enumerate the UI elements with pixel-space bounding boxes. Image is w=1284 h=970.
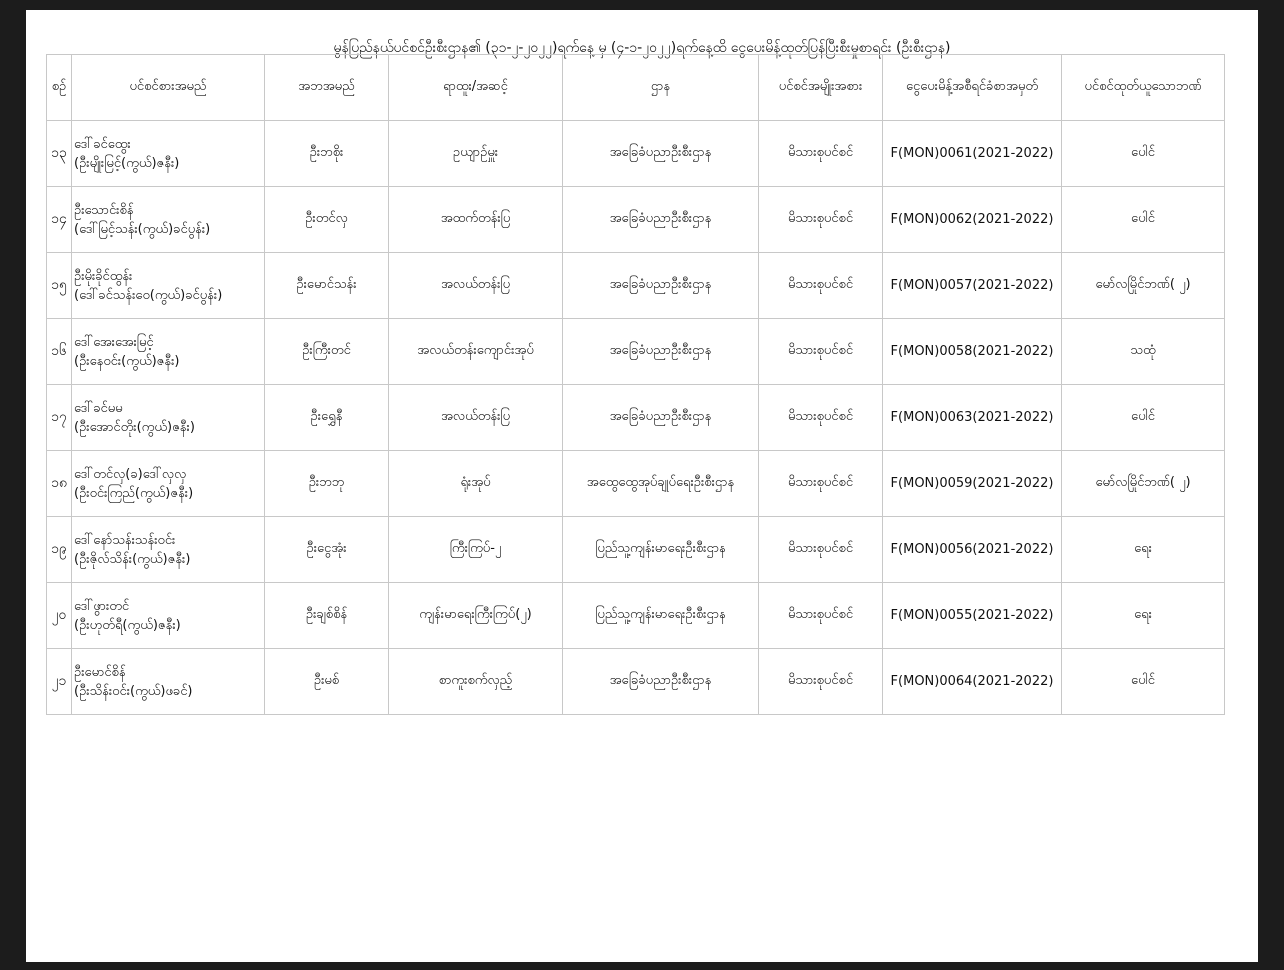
rank: အလယ်တန်းကျောင်းအုပ် [389, 319, 563, 385]
pensioner-name-line1: ဒေါ်ခင်မမ [74, 400, 123, 416]
reference-number: F(MON)0063(2021-2022) [883, 385, 1062, 451]
pensioner-name [72, 385, 265, 451]
rank: ရုံးအုပ် [389, 451, 563, 517]
bank: ရေး [1062, 583, 1225, 649]
pensioner-name-line2: (ဦးဇိုလ်သိန်း(ကွယ်)ဇနီး) [74, 551, 191, 567]
reference-number: F(MON)0059(2021-2022) [883, 451, 1062, 517]
bank: ပေါင် [1062, 385, 1225, 451]
bank: ပေါင် [1062, 121, 1225, 187]
pension-type: မိသားစုပင်စင် [759, 385, 883, 451]
table-row [47, 253, 1225, 319]
father-name: ဦးငွေအုံး [265, 517, 389, 583]
pensioner-name-line2: (ဦးဝင်းကြည်(ကွယ်)ဇနီး) [74, 485, 194, 501]
father-name: ဦးဘဘု [265, 451, 389, 517]
reference-number: F(MON)0058(2021-2022) [883, 319, 1062, 385]
row-number: ၁၉ [47, 517, 72, 583]
department: အခြေခံပညာဦးစီးဌာန [563, 187, 759, 253]
pensioner-name [72, 253, 265, 319]
department: အခြေခံပညာဦးစီးဌာန [563, 253, 759, 319]
table-row [47, 451, 1225, 517]
department: အခြေခံပညာဦးစီးဌာန [563, 385, 759, 451]
row-number: ၁၄ [47, 187, 72, 253]
column-header-bank: ပင်စင်ထုတ်ယူသောဘဏ် [1062, 55, 1225, 121]
rank: အလယ်တန်းပြ [389, 385, 563, 451]
rank: ကြီးကြပ်-၂ [389, 517, 563, 583]
column-header-pension-type: ပင်စင်အမျိုးအစား [759, 55, 883, 121]
pensioner-name-line2: (ဒေါ်မြင့်သန်း(ကွယ်)ခင်ပွန်း) [74, 221, 211, 237]
pensioner-name-line1: ဒေါ်ခင်ထွေး [74, 136, 131, 152]
table-row [47, 187, 1225, 253]
pensioner-name-line1: ဦးမောင်စိန် [74, 664, 126, 680]
pensioner-name-line1: ဒေါ်အေးအေးမြင့် [74, 334, 154, 350]
bank: ပေါင် [1062, 187, 1225, 253]
pension-type: မိသားစုပင်စင် [759, 253, 883, 319]
pension-type: မိသားစုပင်စင် [759, 517, 883, 583]
table-header-row [47, 55, 1225, 121]
pensioner-name-line1: ဒေါ်ဖွားတင် [74, 598, 130, 614]
bank: ပေါင် [1062, 649, 1225, 715]
row-number: ၂၀ [47, 583, 72, 649]
pensioner-name-line2: (ဦးသိန်းဝင်း(ကွယ်)ဖခင်) [74, 683, 193, 699]
father-name: ဦးဘစိုး [265, 121, 389, 187]
bank: သထုံ [1062, 319, 1225, 385]
pensioner-name-line1: ဒေါ်တင်လှ(ခ)ဒေါ်လှလှ [74, 466, 187, 482]
rank: စာကူးစက်လှည့် [389, 649, 563, 715]
father-name: ဦးမောင်သန်း [265, 253, 389, 319]
department: ပြည်သူ့ကျန်းမာရေးဦးစီးဌာန [563, 517, 759, 583]
column-header-name: ပင်စင်စားအမည် [72, 55, 265, 121]
table-row [47, 517, 1225, 583]
department: ပြည်သူ့ကျန်းမာရေးဦးစီးဌာန [563, 583, 759, 649]
table-row [47, 583, 1225, 649]
rank: ဥယျာဉ်မှူး [389, 121, 563, 187]
table-row [47, 319, 1225, 385]
reference-number: F(MON)0061(2021-2022) [883, 121, 1062, 187]
table-row [47, 121, 1225, 187]
document-title: မွန်ပြည်နယ်ပင်စင်ဦးစီးဌာန၏ (၃၁-၂-၂၀၂၂)ရက်နေ့ မှ (၄-၁-၂၀၂၂)ရက်နေ့ထိ ငွေပေးမိန့်ထုတ်ပြန်ပြီးစီးမှုစာရင်း (ဦးစီးဌာန) [333, 40, 951, 56]
reference-number: F(MON)0055(2021-2022) [883, 583, 1062, 649]
bank: မော်လမြိုင်ဘဏ်( ၂) [1062, 253, 1225, 319]
table-row [47, 385, 1225, 451]
department: အခြေခံပညာဦးစီးဌာန [563, 649, 759, 715]
pension-type: မိသားစုပင်စင် [759, 583, 883, 649]
pensioner-name-line2: (ဦးမျိုးမြင့်(ကွယ်)ဇနီး) [74, 155, 180, 171]
pensioner-name-line2: (ဒေါ်ခင်သန်းဝေ(ကွယ်)ခင်ပွန်း) [74, 287, 223, 303]
reference-number: F(MON)0057(2021-2022) [883, 253, 1062, 319]
father-name: ဦးကြီးတင် [265, 319, 389, 385]
pensioner-name-line1: ဦးသောင်းစိန် [74, 202, 134, 218]
pensioner-name-line2: (ဦးနေဝင်း(ကွယ်)ဇနီး) [74, 353, 180, 369]
reference-number: F(MON)0062(2021-2022) [883, 187, 1062, 253]
row-number: ၁၆ [47, 319, 72, 385]
pensioner-name-line2: (ဦးအောင်တိုး(ကွယ်)ဇနီး) [74, 419, 195, 435]
rank: အလယ်တန်းပြ [389, 253, 563, 319]
pensioner-name-line1: ဒေါ်နော်သန်းသန်းဝင်း [74, 532, 176, 548]
pensioner-name [72, 319, 265, 385]
row-number: ၁၅ [47, 253, 72, 319]
row-number: ၂၁ [47, 649, 72, 715]
row-number: ၁၃ [47, 121, 72, 187]
pension-type: မိသားစုပင်စင် [759, 319, 883, 385]
column-header-no: စဉ် [47, 55, 72, 121]
table-row [47, 649, 1225, 715]
pension-type: မိသားစုပင်စင် [759, 121, 883, 187]
pension-table [46, 54, 1225, 715]
pensioner-name [72, 649, 265, 715]
pensioner-name-line1: ဦးမိုးခိုင်ထွန်း [74, 268, 133, 284]
pension-type: မိသားစုပင်စင် [759, 451, 883, 517]
column-header-department: ဌာန [563, 55, 759, 121]
bank: မော်လမြိုင်ဘဏ်( ၂) [1062, 451, 1225, 517]
pensioner-name [72, 517, 265, 583]
row-number: ၁၇ [47, 385, 72, 451]
row-number: ၁၈ [47, 451, 72, 517]
document-page [26, 10, 1258, 962]
column-header-reference: ငွေပေးမိန့်အစီရင်ခံစာအမှတ် [883, 55, 1062, 121]
father-name: ဦးချစ်စိန် [265, 583, 389, 649]
department: အခြေခံပညာဦးစီးဌာန [563, 121, 759, 187]
pension-type: မိသားစုပင်စင် [759, 649, 883, 715]
rank: ကျန်းမာရေးကြီးကြပ်(၂) [389, 583, 563, 649]
pensioner-name [72, 121, 265, 187]
pensioner-name [72, 187, 265, 253]
father-name: ဦးရွှေနီ [265, 385, 389, 451]
reference-number: F(MON)0056(2021-2022) [883, 517, 1062, 583]
pensioner-name-line2: (ဦးဟုတ်ရီ(ကွယ်)ဇနီး) [74, 617, 181, 633]
father-name: ဦးမစ် [265, 649, 389, 715]
column-header-rank: ရာထူး/အဆင့် [389, 55, 563, 121]
column-header-father: အဘအမည် [265, 55, 389, 121]
bank: ရေး [1062, 517, 1225, 583]
department: အထွေထွေအုပ်ချုပ်ရေးဦးစီးဌာန [563, 451, 759, 517]
reference-number: F(MON)0064(2021-2022) [883, 649, 1062, 715]
pension-type: မိသားစုပင်စင် [759, 187, 883, 253]
pensioner-name [72, 583, 265, 649]
pensioner-name [72, 451, 265, 517]
department: အခြေခံပညာဦးစီးဌာန [563, 319, 759, 385]
rank: အထက်တန်းပြ [389, 187, 563, 253]
father-name: ဦးတင်လှ [265, 187, 389, 253]
